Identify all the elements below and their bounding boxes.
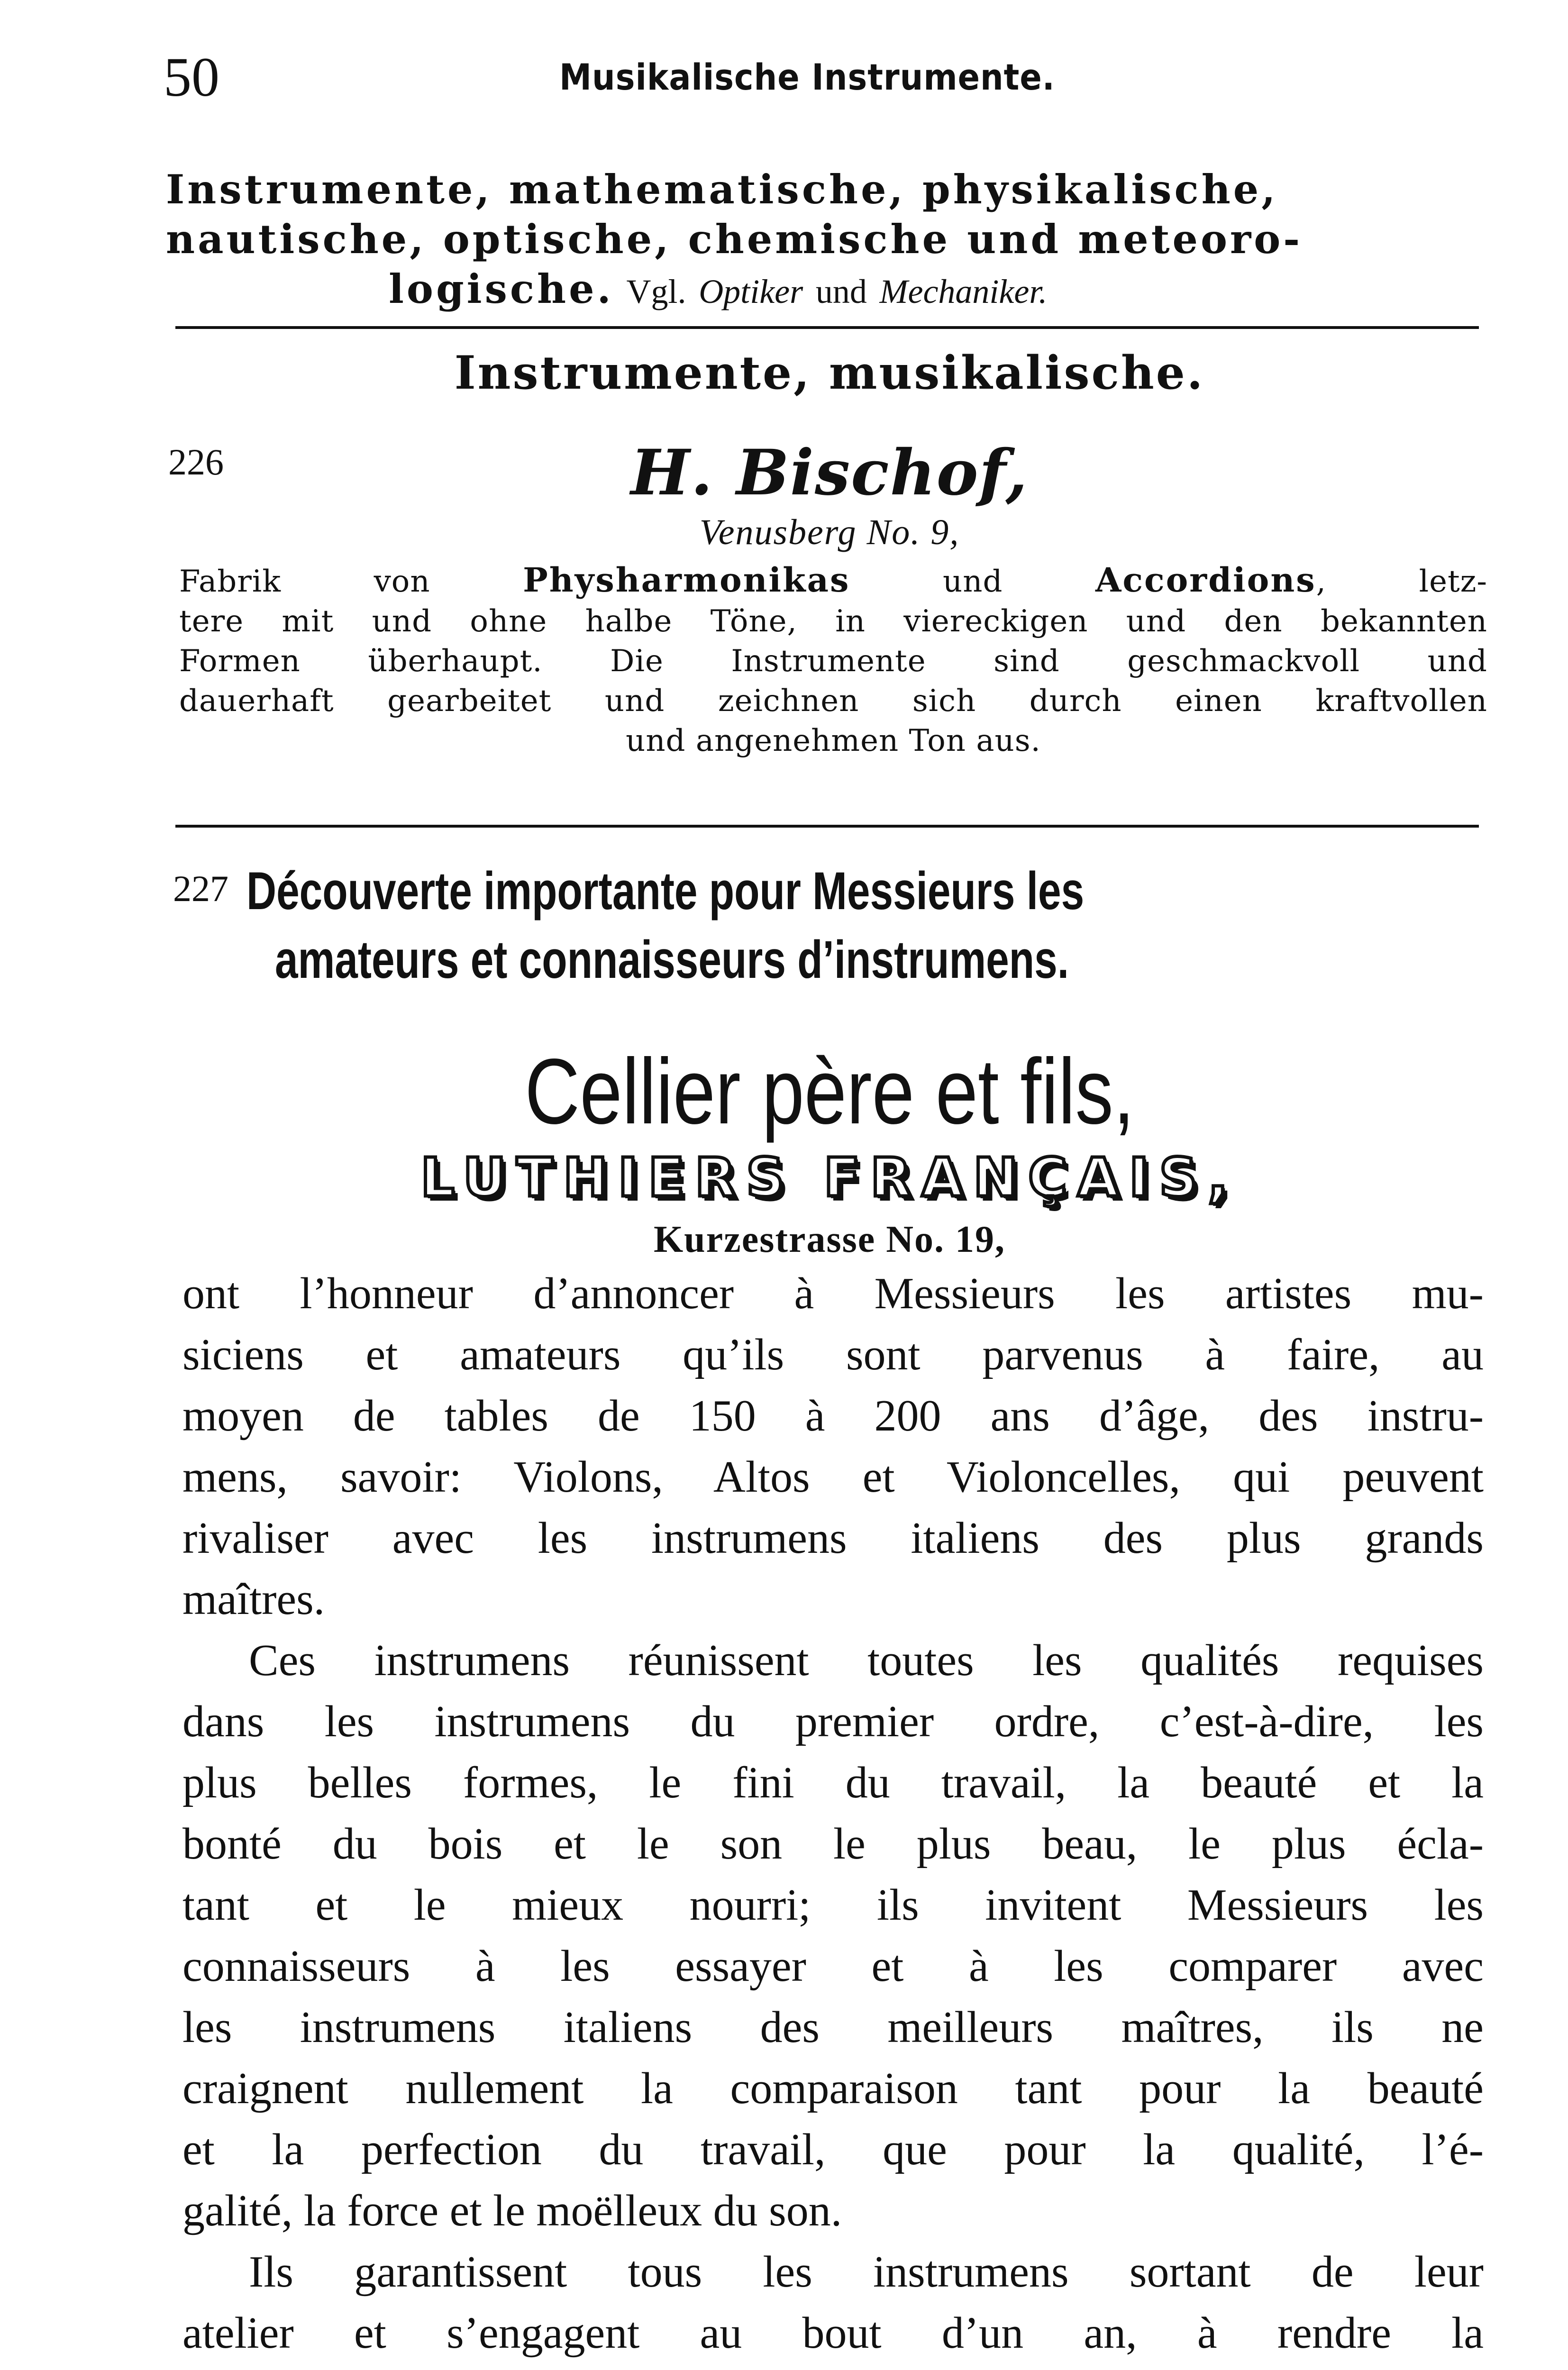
- ad-226-line-4: dauerhaft gearbeitet und zeichnen sich durch einen kraftvollen: [179, 684, 1487, 719]
- address-cellier: Kurzestrasse No. 19,: [653, 1219, 1006, 1260]
- headline-line-2: amateurs et connaisseurs d’instrumens.: [275, 930, 1069, 989]
- body-line: siciens et amateurs qu’ils sont parvenus à faire, au: [182, 1330, 1484, 1379]
- ad-227-body: [182, 1263, 1484, 2370]
- paragraph-2: [182, 1630, 1484, 2242]
- body-line: tant et le mieux nourri; ils invitent Messieurs les: [182, 1880, 1484, 1930]
- paragraph-3: [182, 2242, 1484, 2370]
- ad-226-line-1: [179, 560, 1487, 602]
- firm-name-bischof: H. Bischof,: [630, 436, 1029, 510]
- firm-wrapper: [166, 1038, 1493, 1145]
- body-line: atelier et s’engagent au bout d’un an, à rendre la: [182, 2308, 1484, 2358]
- address-bischof: Venusberg No. 9,: [699, 512, 960, 552]
- running-title: Musikalische Instrumente.: [559, 56, 1055, 98]
- logische-text: logische.: [389, 265, 614, 312]
- body-line: et la perfection du travail, que pour la qualité, l’é-: [182, 2125, 1484, 2174]
- ref-mechaniker: Mechaniker.: [879, 273, 1048, 310]
- body-line: Ces instrumens réunissent toutes les qualités requises: [249, 1636, 1484, 1685]
- body-line: connaisseurs à les essayer et à les comparer avec: [182, 1942, 1484, 1991]
- text-segment: Fabrik von: [179, 564, 523, 599]
- body-line: dans les instrumens du premier ordre, c’est-à-dire, les: [182, 1697, 1484, 1746]
- ad-number-226: 226: [168, 441, 224, 483]
- body-line: bonté du bois et le son le plus beau, le plus écla-: [182, 1819, 1484, 1869]
- paragraph-1: [182, 1263, 1484, 1630]
- ad-226-line-5: und angenehmen Ton aus.: [626, 723, 1041, 758]
- body-line: rivaliser avec les instrumens italiens des plus grands: [182, 1513, 1484, 1563]
- body-line: ont l’honneur d’annoncer à Messieurs les artistes mu-: [182, 1269, 1484, 1318]
- vgl-text: Vgl.: [626, 273, 686, 310]
- product-physharmonikas: Physharmonikas: [523, 560, 850, 600]
- product-accordions: Accordions: [1095, 560, 1316, 600]
- text-segment: , letz-: [1316, 564, 1488, 599]
- ad-number-227: 227: [173, 868, 228, 909]
- body-line: maîtres.: [182, 1575, 325, 1624]
- section-title-musical: Instrumente, musikalische.: [454, 346, 1205, 400]
- firm-name-cellier: Cellier père et fils,: [524, 1039, 1135, 1143]
- ad-226-line-2: tere mit und ohne halbe Töne, in viereckigen und den bekannten: [179, 604, 1487, 639]
- math-instruments-line-1: Instrumente, mathematische, physikalische,: [166, 166, 1278, 213]
- page-number: 50: [164, 46, 219, 108]
- body-line: galité, la force et le moëlleux du son.: [182, 2186, 842, 2235]
- subtitle-luthiers: LUTHIERS FRANÇAIS,: [420, 1147, 1239, 1209]
- divider-rule: [175, 326, 1479, 329]
- math-instruments-line-2: nautische, optische, chemische und meteoro-: [166, 216, 1303, 263]
- ad-226-body: [179, 560, 1487, 761]
- headline-line-1: Découverte importante pour Messieurs les: [246, 861, 1085, 921]
- ad-226-line-3: Formen überhaupt. Die Instrumente sind geschmackvoll und: [179, 644, 1487, 679]
- body-line: moyen de tables de 150 à 200 ans d’âge, des instru-: [182, 1391, 1484, 1440]
- math-instruments-line-3: [389, 265, 1047, 312]
- luthiers-wrapper: [166, 1147, 1493, 1209]
- ref-optiker: Optiker: [699, 273, 803, 310]
- divider-rule: [175, 825, 1479, 828]
- body-line: les instrumens italiens des meilleurs maîtres, ils ne: [182, 2003, 1484, 2052]
- body-line: Ils garantissent tous les instrumens sortant de leur: [249, 2247, 1484, 2297]
- und-text: und: [815, 273, 867, 310]
- body-line: plus belles formes, le fini du travail, la beauté et la: [182, 1758, 1484, 1807]
- body-line: [182, 2364, 1484, 2370]
- body-line: mens, savoir: Violons, Altos et Violoncelles, qui peuvent: [182, 1452, 1484, 1502]
- body-line: craignent nullement la comparaison tant pour la beauté: [182, 2064, 1484, 2113]
- text-segment: und: [850, 564, 1096, 599]
